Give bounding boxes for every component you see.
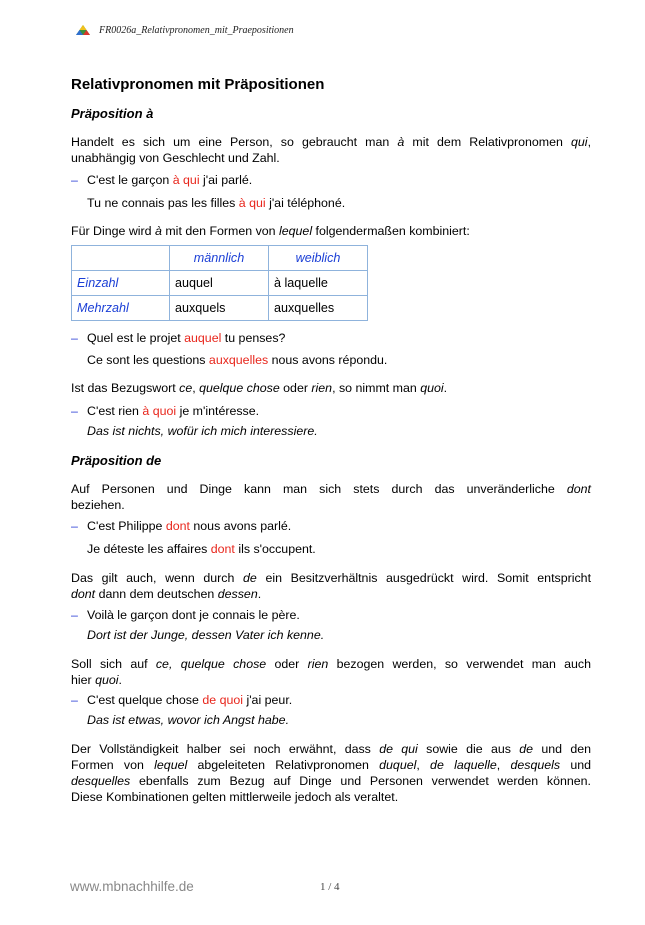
table-header-cell: weiblich [269, 246, 368, 271]
paragraph: Handelt es sich um eine Person, so gebraucht man à mit dem Relativpronomen qui, unabhängig von Geschlecht und Zahl. [71, 135, 592, 165]
table-cell: à laquelle [269, 271, 368, 296]
page-title: Relativpronomen mit Präpositionen [71, 76, 325, 93]
example-line: – C'est rien à quoi je m'intéresse. [71, 404, 260, 418]
table-header-cell: männlich [170, 246, 269, 271]
paragraph: Ist das Bezugswort ce, quelque chose oder rien, so nimmt man quoi. [71, 381, 448, 395]
table-row-label: Einzahl [72, 271, 170, 296]
example-line: Ce sont les questions auxquelles nous avons répondu. [87, 353, 388, 367]
logo-icon [75, 24, 91, 36]
paragraph: Das gilt auch, wenn durch de ein Besitzverhältnis ausgedrückt wird. Somit entspricht dont dann dem deutschen dessen. [71, 571, 592, 601]
table-row [72, 296, 368, 321]
example-line: Tu ne connais pas les filles à qui j'ai téléphoné. [87, 196, 346, 210]
footer-website: www.mbnachhilfe.de [70, 879, 194, 894]
table-cell: auxquels [170, 296, 269, 321]
translation-line: Dort ist der Junge, dessen Vater ich kenne. [87, 628, 325, 642]
table-row [72, 271, 368, 296]
example-line: – C'est Philippe dont nous avons parlé. [71, 519, 292, 533]
translation-line: Das ist nichts, wofür ich mich interessiere. [87, 424, 318, 438]
table-cell: auquel [170, 271, 269, 296]
example-line: – C'est quelque chose de quoi j'ai peur. [71, 693, 293, 707]
example-line: – Voilà le garçon dont je connais le père. [71, 608, 300, 622]
forms-table [71, 245, 368, 321]
paragraph: Auf Personen und Dinge kann man sich stets durch das unveränderliche dont beziehen. [71, 482, 591, 512]
section-heading-de: Präposition de [71, 453, 162, 468]
page-header [75, 24, 294, 36]
table-cell [72, 246, 170, 271]
example-line: – Quel est le projet auquel tu penses? [71, 331, 286, 345]
paragraph: Der Vollständigkeit halber sei noch erwähnt, dass de qui sowie die aus de und den Formen von lequel abgeleiteten Relativpronomen duquel, de laquelle, desquels und desquelles ebenfalls zum Bezug auf Dinge und Personen verwendet werden können. Diese Kombinationen gelten mittlerweile jedoch als veraltet. [71, 742, 591, 804]
header-filename: FR0026a_Relativpronomen_mit_Praepositionen [99, 24, 294, 36]
page-number: 1 / 4 [320, 881, 340, 893]
table-cell: auxquelles [269, 296, 368, 321]
table-header-row [72, 246, 368, 271]
section-heading-a: Präposition à [71, 106, 154, 121]
translation-line: Das ist etwas, wovor ich Angst habe. [87, 713, 290, 727]
example-line: – C'est le garçon à qui j'ai parlé. [71, 173, 253, 187]
example-line: Je déteste les affaires dont ils s'occupent. [87, 542, 316, 556]
paragraph: Soll sich auf ce, quelque chose oder rien bezogen werden, so verwendet man auch hier quoi. [71, 657, 592, 687]
table-row-label: Mehrzahl [72, 296, 170, 321]
paragraph: Für Dinge wird à mit den Formen von lequel folgendermaßen kombiniert: [71, 224, 470, 238]
